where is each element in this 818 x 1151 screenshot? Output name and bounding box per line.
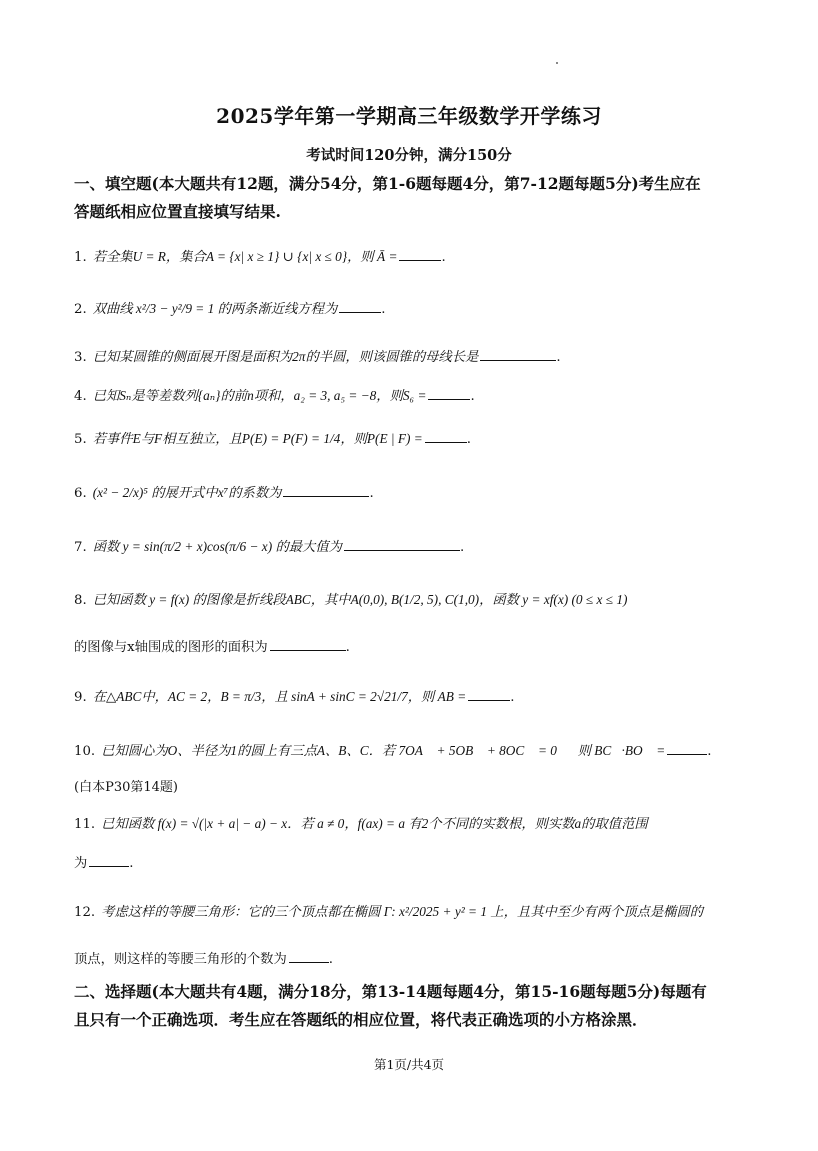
question-11-continuation: 为 .	[74, 852, 754, 874]
page-title: 2025学年第一学期高三年级数学开学练习	[216, 104, 602, 128]
question-4: 4. 已知Sₙ是等差数列{aₙ}的前n项和，a₂ = 3, a₅ = −8，则S₆ = .	[74, 385, 754, 407]
source-note: (白本P30第14题)	[74, 780, 178, 795]
answer-blank[interactable]	[399, 246, 441, 261]
section-1-line-1: 一、填空题(本大题共有12题，满分54分，第1-6题每题4分，第7-12题每题5分)考生应在	[74, 174, 701, 193]
answer-blank[interactable]	[344, 536, 460, 551]
question-3: 3. 已知某圆锥的侧面展开图是面积为2π的半圆，则该圆锥的母线长是 .	[74, 346, 754, 368]
question-10: 10. 已知圆心为O、半径为1的圆上有三点A、B、C．若 7OA⃗ + 5OB⃗ + 8OC⃗ = 0⃗，则 BC⃗·BO⃗ = .	[74, 740, 754, 762]
question-7: 7. 函数 y = sin(π/2 + x)cos(π/6 − x) 的最大值为 .	[74, 536, 754, 558]
question-number: 10.	[74, 744, 96, 759]
question-number: 7.	[74, 540, 87, 555]
answer-blank[interactable]	[428, 385, 470, 400]
question-number: 12.	[74, 905, 96, 920]
question-6: 6. (x² − 2/x)⁵ 的展开式中x⁷的系数为 .	[74, 482, 754, 504]
question-1: 1. 若全集U = R，集合A = {x| x ≥ 1} ∪ {x| x ≤ 0}，则 Ā = .	[74, 246, 754, 268]
section-2-line-1: 二、选择题(本大题共有4题，满分18分，第13-14题每题4分，第15-16题每题5分)每题有	[74, 982, 707, 1001]
section-2-heading	[74, 978, 750, 1034]
question-number: 1.	[74, 250, 87, 265]
question-11	[74, 814, 754, 835]
page-footer: 第1页/共4页	[373, 1057, 445, 1072]
answer-blank[interactable]	[89, 852, 129, 867]
section-1-heading	[74, 170, 750, 226]
question-2: 2. 双曲线 x²/3 − y²/9 = 1 的两条渐近线方程为 .	[74, 298, 754, 320]
answer-blank[interactable]	[480, 346, 556, 361]
question-text: 已知Sₙ是等差数列{aₙ}的前n项和，a₂ = 3, a₅ = −8，则S₆ =	[92, 388, 427, 403]
question-text: 已知函数 f(x) = √(|x + a| − a) − x．若 a ≠ 0，f(ax) = a 有2个不同的实数根，则实数a的取值范围	[101, 816, 648, 831]
question-text: (x² − 2/x)⁵ 的展开式中x⁷的系数为	[92, 485, 282, 500]
answer-blank[interactable]	[339, 298, 381, 313]
question-12	[74, 902, 754, 923]
question-text: 已知圆心为O、半径为1的圆上有三点A、B、C．若 7OA⃗ + 5OB⃗ + 8OC⃗ = 0⃗，则 BC⃗·BO⃗ =	[101, 743, 666, 758]
question-text: 若全集U = R，集合A = {x| x ≥ 1} ∪ {x| x ≤ 0}，则 Ā =	[92, 249, 398, 264]
answer-blank[interactable]	[289, 948, 329, 963]
question-number: 9.	[74, 690, 87, 705]
question-number: 4.	[74, 389, 87, 404]
question-text: 顶点，则这样的等腰三角形的个数为	[74, 952, 287, 967]
question-text: 若事件E与F相互独立，且P(E) = P(F) = 1/4，则P(E | F) =	[92, 431, 423, 446]
question-12-continuation: 顶点，则这样的等腰三角形的个数为 .	[74, 948, 754, 970]
question-text: 的图像与x轴围成的图形的面积为	[74, 640, 268, 655]
question-text: 为	[74, 856, 88, 871]
question-text: 函数 y = sin(π/2 + x)cos(π/6 − x) 的最大值为	[92, 539, 342, 554]
question-5: 5. 若事件E与F相互独立，且P(E) = P(F) = 1/4，则P(E | F) = .	[74, 428, 754, 450]
question-text: 考虑这样的等腰三角形：它的三个顶点都在椭圆 Γ: x²/2025 + y² = 1 上，且其中至少有两个顶点是椭圆的	[101, 904, 704, 919]
answer-blank[interactable]	[425, 428, 467, 443]
question-text: 已知函数 y = f(x) 的图像是折线段ABC，其中A(0,0), B(1/2, 5), C(1,0)，函数 y = xf(x) (0 ≤ x ≤ 1)	[92, 592, 628, 607]
answer-blank[interactable]	[270, 636, 346, 651]
question-number: 8.	[74, 593, 87, 608]
question-number: 2.	[74, 302, 87, 317]
answer-blank[interactable]	[283, 482, 369, 497]
question-number: 3.	[74, 350, 87, 365]
question-text: 已知某圆锥的侧面展开图是面积为2π的半圆，则该圆锥的母线长是	[92, 349, 479, 364]
question-8	[74, 590, 754, 611]
question-text: 在△ABC中，AC = 2，B = π/3，且 sinA + sinC = 2√21/7，则 AB =	[92, 689, 467, 704]
question-text: 双曲线 x²/3 − y²/9 = 1 的两条渐近线方程为	[92, 301, 338, 316]
exam-subtitle: 考试时间120分钟，满分150分	[306, 147, 512, 164]
answer-blank[interactable]	[667, 740, 707, 755]
section-1-line-2: 答题纸相应位置直接填写结果.	[74, 202, 281, 221]
question-8-continuation: 的图像与x轴围成的图形的面积为 .	[74, 636, 754, 658]
question-number: 11.	[74, 817, 96, 832]
question-9: 9. 在△ABC中，AC = 2，B = π/3，且 sinA + sinC = 2√21/7，则 AB = .	[74, 686, 754, 708]
scan-dot	[556, 62, 558, 64]
answer-blank[interactable]	[468, 686, 510, 701]
section-2-line-2: 且只有一个正确选项．考生应在答题纸的相应位置，将代表正确选项的小方格涂黑．	[74, 1010, 648, 1029]
question-number: 5.	[74, 432, 87, 447]
question-number: 6.	[74, 486, 87, 501]
